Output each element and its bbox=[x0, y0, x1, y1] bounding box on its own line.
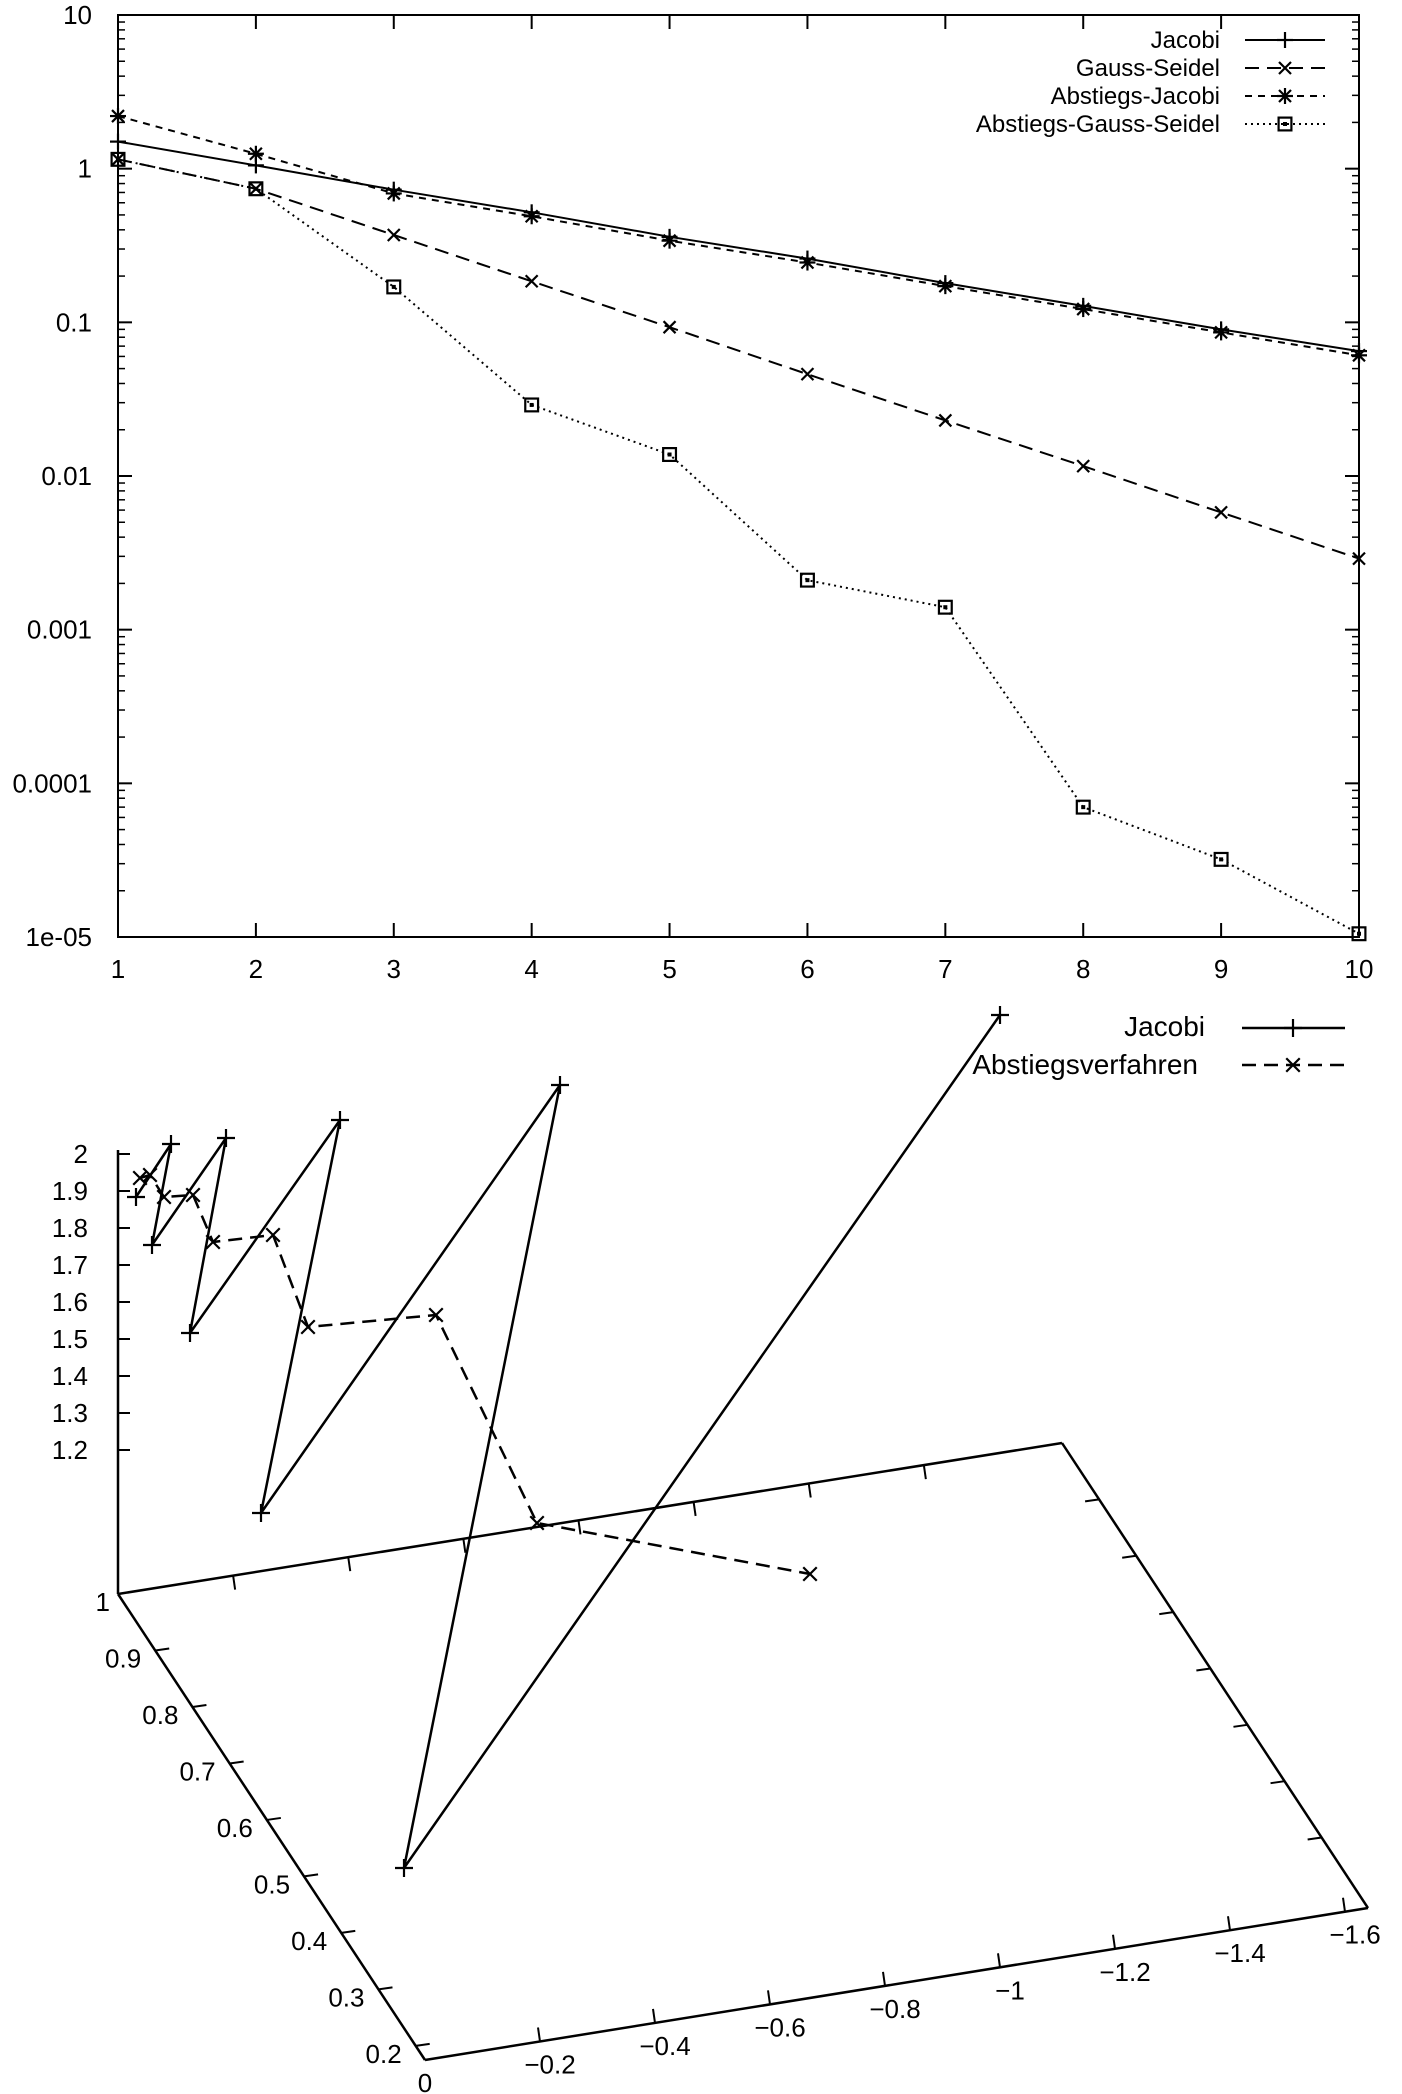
x-tick bbox=[538, 2027, 540, 2041]
legend-label-abstiegsverfahren: Abstiegsverfahren bbox=[972, 1049, 1198, 1080]
x-tick bbox=[653, 2009, 655, 2023]
x-tick-label: 6 bbox=[800, 954, 815, 984]
x-tick-label: 10 bbox=[1344, 954, 1374, 984]
x-tick-label: 3 bbox=[386, 954, 402, 984]
legend-marker bbox=[1277, 88, 1293, 104]
legend-label-abstiegs-gauss-seidel: Abstiegs-Gauss-Seidel bbox=[975, 111, 1220, 138]
trajectory-point bbox=[991, 1006, 1009, 1024]
x-tick-label: 7 bbox=[938, 954, 953, 984]
trajectory-point bbox=[157, 1190, 171, 1204]
y-tick-label: 0.3 bbox=[328, 1982, 365, 2013]
y-tick-label: 0.01 bbox=[41, 461, 92, 491]
z-tick-label: 2 bbox=[73, 1139, 88, 1169]
x-tick-back bbox=[578, 1520, 580, 1534]
trajectories bbox=[127, 1006, 1009, 1877]
y-tick bbox=[378, 1987, 392, 1989]
x-tick-back bbox=[694, 1502, 696, 1516]
data-point bbox=[387, 281, 400, 294]
series-line bbox=[118, 159, 1359, 933]
y-tick-label: 0.6 bbox=[216, 1812, 253, 1843]
y-tick-label: 0.8 bbox=[142, 1699, 179, 1730]
data-point bbox=[1351, 347, 1367, 363]
x-tick bbox=[1343, 1898, 1345, 1912]
y-tick bbox=[192, 1705, 206, 1707]
data-point bbox=[1077, 801, 1090, 814]
data-point bbox=[386, 185, 402, 201]
data-point bbox=[1077, 460, 1089, 472]
y-tick bbox=[304, 1874, 318, 1876]
data-point bbox=[1215, 506, 1227, 518]
series-markers bbox=[110, 108, 1367, 940]
y-tick-label: 0.5 bbox=[253, 1869, 291, 1900]
x-tick-back bbox=[809, 1484, 811, 1498]
trajectory-point bbox=[301, 1320, 315, 1334]
y-tick bbox=[155, 1648, 169, 1650]
x-tick bbox=[1113, 1935, 1115, 1949]
y-tick bbox=[267, 1818, 281, 1820]
z-tick-label: 1.3 bbox=[51, 1398, 88, 1428]
data-point bbox=[388, 229, 400, 241]
legend-label-jacobi: Jacobi bbox=[1124, 1011, 1205, 1042]
legend-label-abstiegs-jacobi: Abstiegs-Jacobi bbox=[1050, 83, 1220, 110]
x-tick-label: 1 bbox=[110, 954, 126, 984]
data-point bbox=[662, 233, 678, 249]
y-tick-label: 0.2 bbox=[365, 2038, 402, 2069]
trajectory-point bbox=[252, 1504, 270, 1522]
x-tick-label: 8 bbox=[1075, 954, 1091, 984]
y-tick-far bbox=[1308, 1838, 1322, 1840]
trajectory-point bbox=[186, 1188, 200, 1202]
data-point bbox=[1213, 324, 1229, 340]
legend bbox=[972, 1011, 1345, 1080]
x-tick bbox=[768, 1990, 770, 2004]
data-point bbox=[524, 208, 540, 224]
x-tick-back bbox=[463, 1539, 465, 1553]
data-point bbox=[526, 275, 538, 287]
trajectory-point bbox=[133, 1171, 147, 1185]
data-point bbox=[799, 255, 815, 271]
z-tick-label: 1.4 bbox=[51, 1361, 88, 1391]
y-tick-label: 0.001 bbox=[26, 614, 92, 645]
z-tick-label: 1.9 bbox=[51, 1176, 88, 1206]
axis-ticks bbox=[52, 1139, 1381, 2094]
y-tick-far bbox=[1196, 1668, 1210, 1670]
trajectory-point bbox=[143, 1168, 157, 1182]
data-point bbox=[663, 448, 676, 461]
x-tick-label: −0.8 bbox=[869, 1993, 921, 2024]
data-point bbox=[248, 146, 264, 162]
trajectory-point bbox=[143, 1236, 161, 1254]
convergence-log-chart bbox=[12, 0, 1373, 984]
trajectory-point bbox=[162, 1135, 180, 1153]
z-tick-label: 1.7 bbox=[51, 1250, 88, 1280]
y-tick-label: 1 bbox=[95, 1587, 110, 1617]
x-tick-label: −0.2 bbox=[524, 2049, 576, 2080]
data-point bbox=[1215, 853, 1228, 866]
x-tick-back bbox=[348, 1557, 350, 1571]
y-tick-far bbox=[1159, 1612, 1173, 1614]
y-tick-label: 0.9 bbox=[105, 1643, 142, 1674]
y-tick-label: 0.0001 bbox=[12, 768, 92, 799]
z-tick-label: 1.5 bbox=[51, 1324, 88, 1354]
x-tick-label: 4 bbox=[524, 954, 539, 984]
x-tick bbox=[1228, 1916, 1230, 1930]
x-tick-label: 0 bbox=[417, 2068, 433, 2094]
z-tick-label: 1.6 bbox=[51, 1287, 88, 1317]
x-tick-label: −1 bbox=[995, 1975, 1025, 2006]
data-point bbox=[939, 414, 951, 426]
x-tick bbox=[883, 1972, 885, 1986]
legend-marker bbox=[1277, 32, 1293, 48]
y-tick-label: 10 bbox=[63, 0, 92, 30]
x-tick-label: −0.4 bbox=[639, 2030, 691, 2061]
y-tick-label: 1e-05 bbox=[25, 922, 92, 952]
y-tick-far bbox=[1233, 1725, 1247, 1727]
y-tick-label: 0.4 bbox=[291, 1925, 328, 1956]
x-tick-back bbox=[924, 1465, 926, 1479]
x-tick-label: −1.4 bbox=[1214, 1938, 1266, 1969]
data-point bbox=[937, 278, 953, 294]
data-point bbox=[664, 321, 676, 333]
data-point bbox=[525, 399, 538, 412]
trajectory-line bbox=[136, 1015, 1000, 1868]
x-tick-label: −0.6 bbox=[754, 2012, 806, 2043]
y-tick bbox=[341, 1931, 355, 1933]
legend bbox=[976, 27, 1325, 138]
trajectory-point bbox=[181, 1324, 199, 1342]
series-line bbox=[118, 116, 1359, 355]
legend-marker bbox=[1284, 1019, 1302, 1037]
trajectory-point bbox=[551, 1076, 569, 1094]
y-tick bbox=[416, 2044, 430, 2046]
z-tick-label: 1.8 bbox=[51, 1213, 88, 1243]
data-point bbox=[1075, 301, 1091, 317]
plot-frame bbox=[118, 15, 1359, 937]
trajectory-point bbox=[266, 1228, 280, 1242]
legend-label-gauss-seidel: Gauss-Seidel bbox=[1075, 55, 1220, 82]
legend-marker bbox=[1279, 118, 1292, 131]
data-point bbox=[110, 108, 126, 124]
data-point bbox=[801, 368, 813, 380]
y-tick-label: 1 bbox=[77, 153, 92, 184]
x-tick-label: 2 bbox=[248, 954, 264, 984]
legend-label-jacobi: Jacobi bbox=[1150, 27, 1220, 54]
series-line bbox=[118, 159, 1359, 558]
series-lines bbox=[118, 116, 1359, 934]
trajectory-3d-chart bbox=[52, 1006, 1381, 2094]
y-tick-far bbox=[1085, 1499, 1099, 1501]
x-tick-label: 5 bbox=[662, 954, 677, 984]
trajectory-point bbox=[331, 1111, 349, 1129]
y-tick-far bbox=[1122, 1556, 1136, 1558]
axis-ticks bbox=[12, 0, 1373, 984]
x-tick-label: −1.2 bbox=[1099, 1956, 1151, 1987]
y-tick-label: 0.7 bbox=[179, 1756, 216, 1787]
x-tick-label: −1.6 bbox=[1329, 1919, 1381, 1950]
trajectory-point bbox=[217, 1129, 235, 1147]
y-tick-far bbox=[1271, 1781, 1285, 1783]
series-line bbox=[118, 142, 1359, 352]
x-tick bbox=[998, 1953, 1000, 1967]
data-point bbox=[110, 134, 126, 150]
x-tick-back bbox=[233, 1576, 235, 1590]
trajectory-point bbox=[395, 1859, 413, 1877]
z-tick-label: 1.2 bbox=[51, 1435, 88, 1465]
x-tick-label: 9 bbox=[1213, 954, 1229, 984]
y-tick-label: 0.1 bbox=[55, 307, 92, 338]
y-tick bbox=[230, 1761, 244, 1763]
